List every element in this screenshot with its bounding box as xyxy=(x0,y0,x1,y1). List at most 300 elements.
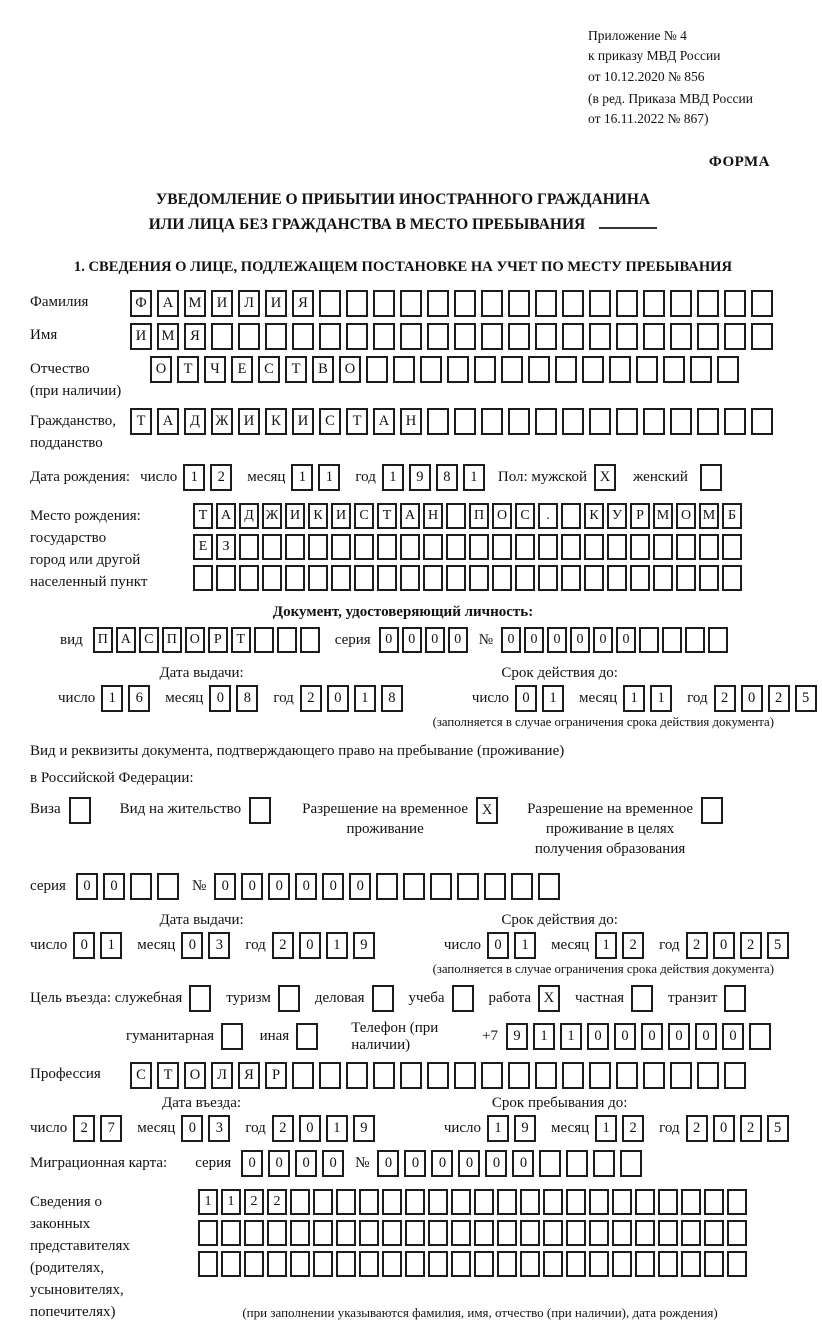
char-cell xyxy=(543,1251,563,1277)
char-cell xyxy=(751,290,773,317)
char-cell xyxy=(481,290,503,317)
field-surname xyxy=(30,290,776,317)
sex-female-label: женский xyxy=(633,469,688,486)
char-cell xyxy=(662,627,682,653)
series-label: серия xyxy=(195,1154,232,1171)
char-cell: 2 xyxy=(300,685,322,712)
tourism-checkbox xyxy=(278,985,305,1012)
representatives-rows xyxy=(198,1189,750,1282)
char-cell xyxy=(359,1189,379,1215)
char-cell xyxy=(697,323,719,350)
char-cell xyxy=(535,408,557,435)
char-cell xyxy=(562,1062,584,1089)
official-checkbox xyxy=(189,985,216,1012)
char-cell: 2 xyxy=(686,1115,708,1142)
entry-date-headers xyxy=(30,1095,776,1112)
representatives-row-1 xyxy=(198,1189,750,1215)
identity-doc-note: (заполняется в случае ограничения срока действия документа) xyxy=(432,715,774,730)
char-cell xyxy=(69,797,91,824)
char-cell: 0 xyxy=(425,627,445,653)
char-cell xyxy=(278,985,300,1012)
char-cell xyxy=(400,565,420,591)
char-cell: 2 xyxy=(740,1115,762,1142)
profession-label: Профессия xyxy=(30,1065,101,1082)
day-label: число xyxy=(443,1119,482,1136)
char-cell xyxy=(267,1220,287,1246)
char-cell xyxy=(474,1189,494,1215)
char-cell xyxy=(528,356,550,383)
entry-day xyxy=(73,1115,127,1142)
entry-dates xyxy=(30,1115,782,1142)
char-cell xyxy=(653,565,673,591)
char-cell xyxy=(658,1220,678,1246)
char-cell xyxy=(508,290,530,317)
char-cell: 0 xyxy=(209,685,231,712)
residence-permit-checkbox xyxy=(249,797,276,824)
char-cell xyxy=(454,323,476,350)
char-cell: А xyxy=(400,503,420,529)
char-cell: М xyxy=(184,290,206,317)
char-cell xyxy=(561,565,581,591)
char-cell xyxy=(501,356,523,383)
issue-header: Дата выдачи: xyxy=(159,911,244,928)
char-cell xyxy=(427,1062,449,1089)
field-patronymic xyxy=(30,356,776,402)
business-checkbox xyxy=(372,985,399,1012)
char-cell: 1 xyxy=(382,464,404,491)
char-cell: Д xyxy=(239,503,259,529)
char-cell xyxy=(724,323,746,350)
char-cell: И xyxy=(238,408,260,435)
char-cell xyxy=(319,290,341,317)
char-cell xyxy=(474,356,496,383)
title-line-1: УВЕДОМЛЕНИЕ О ПРИБЫТИИ ИНОСТРАННОГО ГРАЖДАНИНА xyxy=(155,190,651,208)
char-cell: 0 xyxy=(73,932,95,959)
char-cell: П xyxy=(469,503,489,529)
char-cell xyxy=(727,1220,747,1246)
char-cell xyxy=(635,1251,655,1277)
char-cell xyxy=(697,290,719,317)
issue-month xyxy=(209,685,263,712)
header-line: Приложение № 4 xyxy=(588,28,687,43)
residence-number-cells xyxy=(214,873,565,900)
year-label: год xyxy=(687,690,708,707)
char-cell: Ф xyxy=(130,290,152,317)
entry-date-header: Дата въезда: xyxy=(162,1094,242,1111)
char-cell: 0 xyxy=(404,1150,426,1177)
char-cell xyxy=(538,873,560,900)
surname-label: Фамилия xyxy=(30,294,89,311)
char-cell: 0 xyxy=(377,1150,399,1177)
char-cell xyxy=(681,1251,701,1277)
char-cell xyxy=(609,356,631,383)
char-cell xyxy=(451,1220,471,1246)
other-purpose-checkbox xyxy=(296,1023,323,1050)
day-label: число xyxy=(443,936,482,953)
char-cell xyxy=(400,290,422,317)
char-cell: 5 xyxy=(767,1115,789,1142)
char-cell xyxy=(511,873,533,900)
char-cell: 1 xyxy=(291,464,313,491)
char-cell: 0 xyxy=(268,1150,290,1177)
char-cell xyxy=(643,1062,665,1089)
char-cell xyxy=(685,627,705,653)
char-cell: . xyxy=(538,503,558,529)
char-cell xyxy=(653,534,673,560)
char-cell xyxy=(331,534,351,560)
birth-month-cells xyxy=(291,464,345,491)
char-cell: 1 xyxy=(183,464,205,491)
char-cell: Т xyxy=(231,627,251,653)
char-cell: К xyxy=(265,408,287,435)
year-label: год xyxy=(659,1119,680,1136)
char-cell: 0 xyxy=(570,627,590,653)
char-cell: Н xyxy=(400,408,422,435)
char-cell: 1 xyxy=(595,932,617,959)
char-cell: 2 xyxy=(272,1115,294,1142)
char-cell xyxy=(130,873,152,900)
char-cell xyxy=(701,797,723,824)
char-cell: И xyxy=(211,290,233,317)
char-cell xyxy=(663,356,685,383)
char-cell xyxy=(722,534,742,560)
char-cell: Р xyxy=(265,1062,287,1089)
residence-doc-note: (заполняется в случае ограничения срока действия документа) xyxy=(432,961,774,976)
char-cell: 0 xyxy=(547,627,567,653)
char-cell: 0 xyxy=(327,685,349,712)
char-cell: Ч xyxy=(204,356,226,383)
expiry-day xyxy=(487,932,541,959)
char-cell: Т xyxy=(157,1062,179,1089)
char-cell xyxy=(400,534,420,560)
humanitarian-checkbox xyxy=(221,1023,248,1050)
char-cell: Б xyxy=(722,503,742,529)
char-cell xyxy=(589,1189,609,1215)
char-cell xyxy=(157,873,179,900)
char-cell: Т xyxy=(193,503,213,529)
char-cell xyxy=(520,1189,540,1215)
char-cell: 8 xyxy=(436,464,458,491)
sex-male-label: Пол: мужской xyxy=(497,469,588,486)
representatives-row-3 xyxy=(198,1251,750,1277)
char-cell: З xyxy=(216,534,236,560)
char-cell: С xyxy=(354,503,374,529)
char-cell: К xyxy=(308,503,328,529)
char-cell xyxy=(630,534,650,560)
char-cell xyxy=(589,408,611,435)
char-cell: А xyxy=(157,290,179,317)
char-cell xyxy=(319,1062,341,1089)
char-cell: 5 xyxy=(767,932,789,959)
expiry-month xyxy=(595,932,649,959)
char-cell: Т xyxy=(346,408,368,435)
char-cell: И xyxy=(292,408,314,435)
migration-number-cells xyxy=(377,1150,647,1177)
char-cell xyxy=(515,565,535,591)
char-cell: X xyxy=(538,985,560,1012)
char-cell xyxy=(346,1062,368,1089)
char-cell: 1 xyxy=(100,932,122,959)
char-cell: 0 xyxy=(458,1150,480,1177)
given-name-label: Имя xyxy=(30,327,58,344)
char-cell: 0 xyxy=(641,1023,663,1050)
representatives-note: (при заполнении указываются фамилия, имя, отчество (при наличии), дата рождения) xyxy=(242,1304,718,1320)
char-cell xyxy=(262,534,282,560)
char-cell xyxy=(454,1062,476,1089)
char-cell xyxy=(520,1251,540,1277)
char-cell: С xyxy=(319,408,341,435)
char-cell: 0 xyxy=(713,1115,735,1142)
work-checkbox xyxy=(538,985,565,1012)
char-cell: 1 xyxy=(318,464,340,491)
char-cell xyxy=(561,534,581,560)
char-cell xyxy=(699,565,719,591)
given-name-cells xyxy=(130,323,778,350)
char-cell: 5 xyxy=(795,685,817,712)
char-cell xyxy=(630,565,650,591)
char-cell: С xyxy=(139,627,159,653)
char-cell xyxy=(566,1150,588,1177)
char-cell xyxy=(481,323,503,350)
char-cell xyxy=(239,534,259,560)
page-title xyxy=(30,188,776,238)
char-cell xyxy=(372,985,394,1012)
char-cell: М xyxy=(653,503,673,529)
birth-date-label: Дата рождения: xyxy=(30,469,131,486)
phone-prefix: +7 xyxy=(482,1028,498,1045)
char-cell xyxy=(658,1189,678,1215)
char-cell: 0 xyxy=(741,685,763,712)
header-subline: (в ред. Приказа МВД России xyxy=(588,90,753,106)
char-cell: Я xyxy=(184,323,206,350)
char-cell xyxy=(539,1150,561,1177)
char-cell xyxy=(354,565,374,591)
char-cell xyxy=(566,1251,586,1277)
title-underline xyxy=(599,227,657,229)
char-cell xyxy=(366,356,388,383)
expiry-year xyxy=(686,932,794,959)
header-line: от 10.12.2020 № 856 xyxy=(588,68,705,84)
expiry-header: Срок действия до: xyxy=(501,911,618,928)
char-cell xyxy=(704,1189,724,1215)
char-cell: 1 xyxy=(326,932,348,959)
char-cell: 0 xyxy=(668,1023,690,1050)
char-cell: Т xyxy=(377,503,397,529)
char-cell xyxy=(612,1189,632,1215)
char-cell xyxy=(238,323,260,350)
char-cell: 1 xyxy=(221,1189,241,1215)
header-block xyxy=(588,26,776,174)
char-cell xyxy=(593,1150,615,1177)
char-cell: 1 xyxy=(463,464,485,491)
char-cell xyxy=(189,985,211,1012)
char-cell: О xyxy=(676,503,696,529)
char-cell: 2 xyxy=(210,464,232,491)
birth-place-row-2 xyxy=(193,534,745,560)
char-cell xyxy=(697,1062,719,1089)
char-cell xyxy=(535,323,557,350)
char-cell: 9 xyxy=(409,464,431,491)
char-cell: 6 xyxy=(128,685,150,712)
char-cell xyxy=(616,1062,638,1089)
private-checkbox xyxy=(631,985,658,1012)
char-cell: 0 xyxy=(103,873,125,900)
char-cell: А xyxy=(157,408,179,435)
char-cell: Е xyxy=(193,534,213,560)
char-cell: 1 xyxy=(326,1115,348,1142)
char-cell: 2 xyxy=(768,685,790,712)
char-cell xyxy=(285,565,305,591)
month-label: месяц xyxy=(137,1119,176,1136)
char-cell xyxy=(620,1150,642,1177)
char-cell xyxy=(469,534,489,560)
char-cell: 1 xyxy=(101,685,123,712)
char-cell xyxy=(508,1062,530,1089)
char-cell xyxy=(446,534,466,560)
char-cell: 0 xyxy=(295,873,317,900)
visit-purpose-label: Цель въезда: служебная xyxy=(30,989,183,1006)
sex-male-checkbox xyxy=(594,464,621,491)
char-cell xyxy=(697,408,719,435)
number-label: № xyxy=(191,877,207,894)
migration-card-row xyxy=(30,1150,647,1177)
char-cell xyxy=(193,565,213,591)
char-cell: 0 xyxy=(402,627,422,653)
char-cell xyxy=(211,323,233,350)
stay-until-header: Срок пребывания до: xyxy=(491,1094,628,1111)
residence-doc-dates xyxy=(30,932,782,959)
char-cell: 0 xyxy=(268,873,290,900)
stay-day xyxy=(487,1115,541,1142)
char-cell: 0 xyxy=(524,627,544,653)
year-label: год xyxy=(273,690,294,707)
issue-year xyxy=(300,685,408,712)
char-cell xyxy=(497,1220,517,1246)
char-cell: М xyxy=(699,503,719,529)
char-cell xyxy=(244,1220,264,1246)
stay-month xyxy=(595,1115,649,1142)
birth-place-row-3 xyxy=(193,565,745,591)
char-cell xyxy=(373,323,395,350)
option-temp-residence-education: Разрешение на временное проживание в целях получения образования xyxy=(527,797,728,859)
char-cell xyxy=(216,565,236,591)
phone-cells xyxy=(506,1023,776,1050)
char-cell xyxy=(239,565,259,591)
study-checkbox xyxy=(452,985,479,1012)
char-cell xyxy=(636,356,658,383)
representatives-label: Сведения о законных представителях (родителях, усыновителях, попечителях) xyxy=(30,1193,130,1320)
char-cell: П xyxy=(93,627,113,653)
char-cell xyxy=(566,1220,586,1246)
char-cell xyxy=(538,534,558,560)
char-cell xyxy=(427,290,449,317)
visit-purpose-row-1: Цель въезда: служебная туризм деловая учеба работа X частная транзит xyxy=(30,985,776,1012)
issue-header: Дата выдачи: xyxy=(159,665,244,682)
char-cell xyxy=(727,1189,747,1215)
char-cell: 2 xyxy=(740,932,762,959)
char-cell xyxy=(377,534,397,560)
char-cell xyxy=(643,323,665,350)
char-cell xyxy=(616,323,638,350)
char-cell xyxy=(543,1220,563,1246)
char-cell xyxy=(423,565,443,591)
residence-doc-series-row xyxy=(30,873,565,900)
day-label: число xyxy=(471,690,510,707)
char-cell xyxy=(244,1251,264,1277)
expiry-year xyxy=(714,685,822,712)
char-cell: Л xyxy=(211,1062,233,1089)
month-label: месяц xyxy=(579,690,618,707)
month-label: месяц xyxy=(247,469,286,486)
char-cell xyxy=(515,534,535,560)
char-cell xyxy=(377,565,397,591)
section-1-heading: 1. СВЕДЕНИЯ О ЛИЦЕ, ПОДЛЕЖАЩЕМ ПОСТАНОВКЕ НА УЧЕТ ПО МЕСТУ ПРЕБЫВАНИЯ xyxy=(73,259,733,276)
char-cell xyxy=(221,1023,243,1050)
char-cell: С xyxy=(258,356,280,383)
char-cell xyxy=(481,1062,503,1089)
char-cell xyxy=(382,1251,402,1277)
char-cell xyxy=(313,1189,333,1215)
char-cell: 9 xyxy=(514,1115,536,1142)
char-cell xyxy=(751,323,773,350)
residence-doc-options xyxy=(30,797,776,859)
char-cell: Л xyxy=(238,290,260,317)
visit-purpose-row-2: гуманитарная иная Телефон (при наличии) +7 9 1 1 0 0 0 0 0 0 xyxy=(126,1020,776,1054)
char-cell xyxy=(454,408,476,435)
char-cell xyxy=(359,1220,379,1246)
char-cell xyxy=(382,1189,402,1215)
option-visa: Виза xyxy=(30,797,96,824)
char-cell: 2 xyxy=(244,1189,264,1215)
year-label: год xyxy=(245,1119,266,1136)
char-cell xyxy=(277,627,297,653)
char-cell xyxy=(285,534,305,560)
char-cell xyxy=(607,565,627,591)
char-cell: 3 xyxy=(208,932,230,959)
char-cell xyxy=(403,873,425,900)
char-cell xyxy=(427,323,449,350)
char-cell xyxy=(427,408,449,435)
char-cell xyxy=(751,408,773,435)
char-cell xyxy=(290,1189,310,1215)
char-cell xyxy=(699,534,719,560)
char-cell xyxy=(336,1251,356,1277)
char-cell: 2 xyxy=(622,932,644,959)
char-cell xyxy=(616,408,638,435)
char-cell: 0 xyxy=(241,1150,263,1177)
char-cell xyxy=(589,1220,609,1246)
char-cell: 2 xyxy=(686,932,708,959)
char-cell xyxy=(589,1062,611,1089)
char-cell: И xyxy=(285,503,305,529)
transit-checkbox xyxy=(724,985,751,1012)
char-cell xyxy=(497,1251,517,1277)
char-cell: 0 xyxy=(614,1023,636,1050)
char-cell: Я xyxy=(238,1062,260,1089)
issue-month xyxy=(181,932,235,959)
header-subline: от 16.11.2022 № 867) xyxy=(588,111,709,126)
char-cell xyxy=(612,1220,632,1246)
char-cell xyxy=(359,1251,379,1277)
char-cell: 2 xyxy=(272,932,294,959)
char-cell: 0 xyxy=(214,873,236,900)
char-cell: Р xyxy=(630,503,650,529)
char-cell xyxy=(749,1023,771,1050)
char-cell: А xyxy=(116,627,136,653)
profession-cells xyxy=(130,1062,751,1089)
char-cell xyxy=(670,290,692,317)
char-cell xyxy=(681,1220,701,1246)
